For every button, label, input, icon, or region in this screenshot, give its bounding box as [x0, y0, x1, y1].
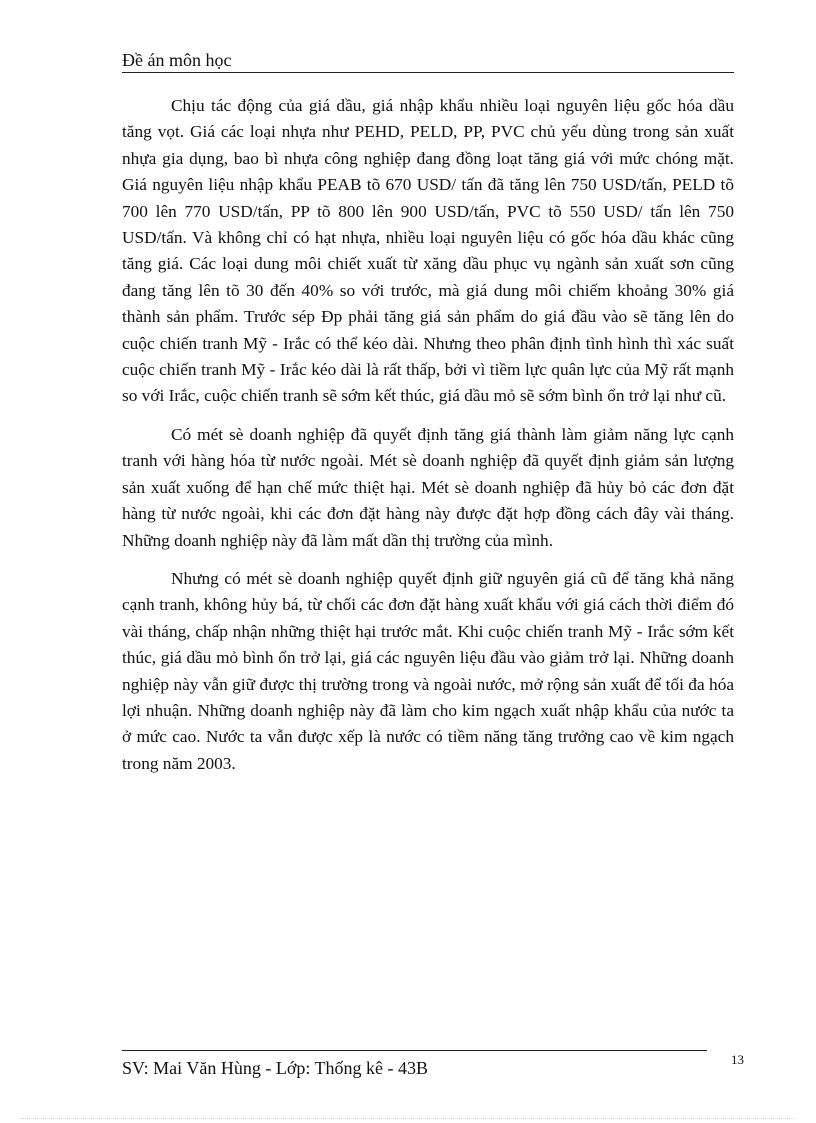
- paragraph-1: Chịu tác động của giá dầu, giá nhập khẩu nhiều loại nguyên liệu gốc hóa dầu tăng vọt. Giá các loại nhựa như PEHD, PELD, PP, PVC chủ yếu dùng trong sản xuất nhựa gia dụng, bao bì nhựa công nghiệp đang đồng loạt tăng giá với mức chóng mặt. Giá nguyên liệu nhập khẩu PEAB tõ 670 USD/ tấn đã tăng lên 750 USD/tấn, PELD tõ 700 lên 770 USD/tấn, PP tõ 800 lên 900 USD/tấn, PVC tõ 550 USD/ tấn lên 750 USD/tấn. Và không chỉ có hạt nhựa, nhiều loại nguyên liệu có gốc hóa dầu khác cũng tăng giá. Các loại dung môi chiết xuất từ xăng dầu phục vụ ngành sản xuất sơn cũng đang tăng lên tõ 30 đến 40% so với trước, mà giá dung môi chiếm khoảng 30% giá thành sản phẩm. Trước sép Đp phải tăng giá sản phẩm do giá đầu vào sẽ tăng lên do cuộc chiến tranh Mỹ - Irắc có thể kéo dài. Nhưng theo phân định tình hình thì xác suất cuộc chiến tranh Mỹ - Irắc kéo dài là rất thấp, bởi vì tiềm lực quân lực của Mỹ rất mạnh so với Irắc, cuộc chiến tranh sẽ sớm kết thúc, giá dầu mỏ sẽ sớm bình ổn trở lại như cũ.: [122, 96, 734, 406]
- footer-divider: [122, 1050, 707, 1051]
- page-bottom-edge: [20, 1118, 796, 1119]
- body-text: [122, 93, 734, 789]
- page-header: [122, 50, 734, 73]
- paragraph-3: Nhưng có mét sè doanh nghiệp quyết định giữ nguyên giá cũ để tăng khả năng cạnh tranh, không hủy bá, từ chối các đơn đặt hàng xuất khẩu với giá cách thời điểm đó vài tháng, chấp nhận những thiệt hại trước mắt. Khi cuộc chiến tranh Mỹ - Irắc sớm kết thúc, giá dầu mỏ bình ổn trở lại, giá các nguyên liệu đầu vào giảm trở lại. Những doanh nghiệp này vẫn giữ được thị trường trong và ngoài nước, mở rộng sản xuất để tối đa hóa lợi nhuận. Những doanh nghiệp này đã làm cho kim ngạch xuất nhập khẩu của nước ta ở mức cao. Nước ta vẫn được xếp là nước có tiềm năng tăng trưởng cao về kim ngạch trong năm 2003.: [122, 568, 734, 773]
- footer-author-line: SV: Mai Văn Hùng - Lớp: Thống kê - 43B: [122, 1058, 428, 1078]
- paragraph-2: Có mét sè doanh nghiệp đã quyết định tăng giá thành làm giảm năng lực cạnh tranh với hàng hóa từ nước ngoài. Mét sè doanh nghiệp đã quyết định giảm sản lượng sản xuất xuống để hạn chế mức thiệt hại. Mét sè doanh nghiệp đã hủy bỏ các đơn đặt hàng từ nước ngoài, khi các đơn đặt hàng này được đặt hợp đồng cách đây vài tháng. Những doanh nghiệp này đã làm mất dần thị trường của mình.: [122, 424, 734, 550]
- page-number: 13: [731, 1052, 744, 1067]
- header-title: Đề án môn học: [122, 50, 232, 70]
